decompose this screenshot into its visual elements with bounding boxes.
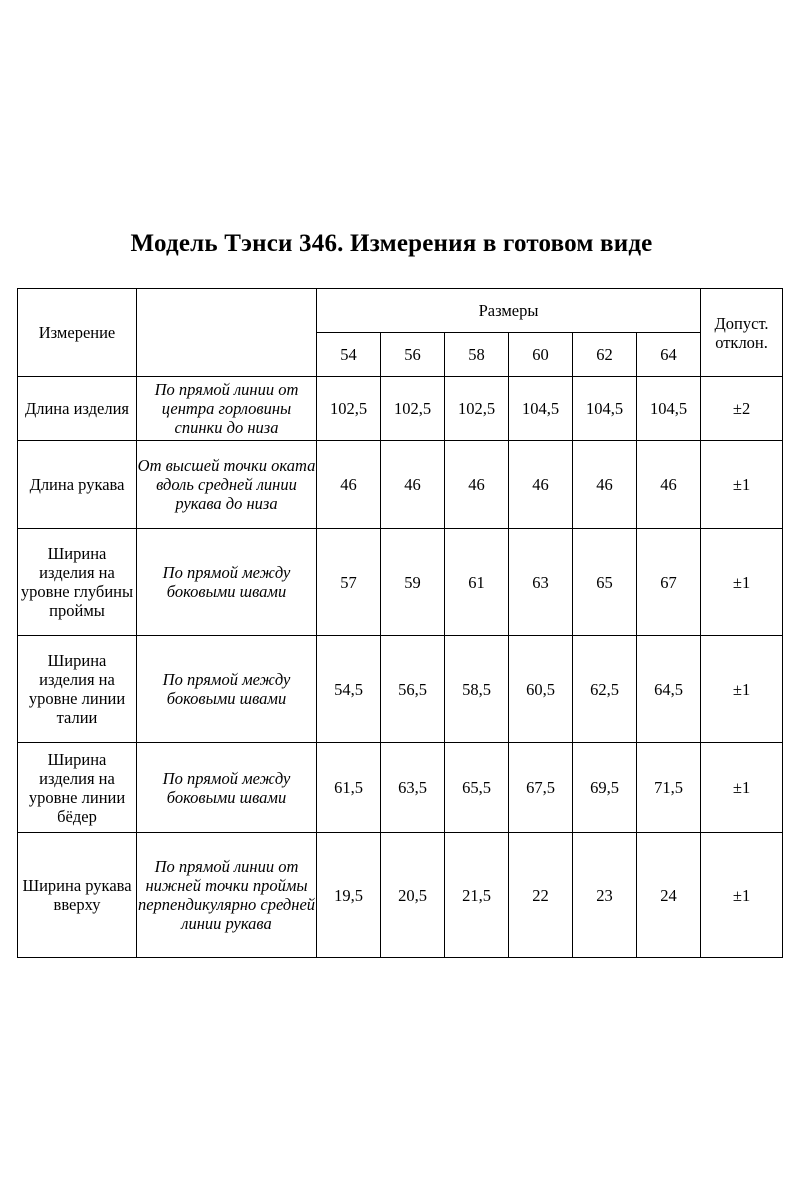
tolerance-cell: ±1: [701, 743, 783, 833]
value-cell: 69,5: [573, 743, 637, 833]
header-description-blank: [137, 289, 317, 377]
size-header: 60: [509, 333, 573, 377]
row-description: По прямой линии от нижней точки проймы перпендикулярно средней линии рукава: [137, 833, 317, 958]
value-cell: 104,5: [509, 377, 573, 441]
tolerance-cell: ±1: [701, 529, 783, 636]
row-description: По прямой между боковыми швами: [137, 529, 317, 636]
table-row: [18, 441, 783, 529]
value-cell: 58,5: [445, 636, 509, 743]
row-description: По прямой линии от центра горловины спинки до низа: [137, 377, 317, 441]
value-cell: 71,5: [637, 743, 701, 833]
value-cell: 63,5: [381, 743, 445, 833]
value-cell: 64,5: [637, 636, 701, 743]
value-cell: 54,5: [317, 636, 381, 743]
value-cell: 19,5: [317, 833, 381, 958]
row-description: От высшей точки оката вдоль средней линии рукава до низа: [137, 441, 317, 529]
tolerance-cell: ±1: [701, 441, 783, 529]
value-cell: 46: [445, 441, 509, 529]
value-cell: 59: [381, 529, 445, 636]
table-row: [18, 833, 783, 958]
size-header: 62: [573, 333, 637, 377]
value-cell: 62,5: [573, 636, 637, 743]
row-description: По прямой между боковыми швами: [137, 743, 317, 833]
row-parameter: Ширина изделия на уровне линии бёдер: [18, 743, 137, 833]
header-tolerance: Допуст. отклон.: [701, 289, 783, 377]
row-description: По прямой между боковыми швами: [137, 636, 317, 743]
value-cell: 65: [573, 529, 637, 636]
value-cell: 46: [573, 441, 637, 529]
row-parameter: Ширина изделия на уровне линии талии: [18, 636, 137, 743]
size-header: 56: [381, 333, 445, 377]
row-parameter: Ширина рукава вверху: [18, 833, 137, 958]
tolerance-cell: ±2: [701, 377, 783, 441]
table-row: [18, 636, 783, 743]
value-cell: 22: [509, 833, 573, 958]
value-cell: 24: [637, 833, 701, 958]
value-cell: 61,5: [317, 743, 381, 833]
value-cell: 67,5: [509, 743, 573, 833]
header-sizes: Размеры: [317, 289, 701, 333]
row-parameter: Длина рукава: [18, 441, 137, 529]
value-cell: 20,5: [381, 833, 445, 958]
value-cell: 46: [509, 441, 573, 529]
tolerance-cell: ±1: [701, 636, 783, 743]
value-cell: 56,5: [381, 636, 445, 743]
value-cell: 67: [637, 529, 701, 636]
size-header: 58: [445, 333, 509, 377]
value-cell: 46: [637, 441, 701, 529]
table-row: [18, 377, 783, 441]
header-measure: Измерение: [18, 289, 137, 377]
size-header: 64: [637, 333, 701, 377]
value-cell: 46: [317, 441, 381, 529]
page-title: Модель Тэнси 346. Измерения в готовом виде: [130, 230, 653, 257]
value-cell: 46: [381, 441, 445, 529]
row-parameter: Длина изделия: [18, 377, 137, 441]
value-cell: 63: [509, 529, 573, 636]
table-row: [18, 743, 783, 833]
size-header: 54: [317, 333, 381, 377]
value-cell: 104,5: [637, 377, 701, 441]
value-cell: 102,5: [381, 377, 445, 441]
value-cell: 65,5: [445, 743, 509, 833]
tolerance-cell: ±1: [701, 833, 783, 958]
value-cell: 21,5: [445, 833, 509, 958]
value-cell: 102,5: [445, 377, 509, 441]
value-cell: 61: [445, 529, 509, 636]
value-cell: 57: [317, 529, 381, 636]
value-cell: 102,5: [317, 377, 381, 441]
row-parameter: Ширина изделия на уровне глубины проймы: [18, 529, 137, 636]
value-cell: 23: [573, 833, 637, 958]
measurements-table: [17, 288, 783, 958]
table-row: [18, 529, 783, 636]
value-cell: 104,5: [573, 377, 637, 441]
value-cell: 60,5: [509, 636, 573, 743]
